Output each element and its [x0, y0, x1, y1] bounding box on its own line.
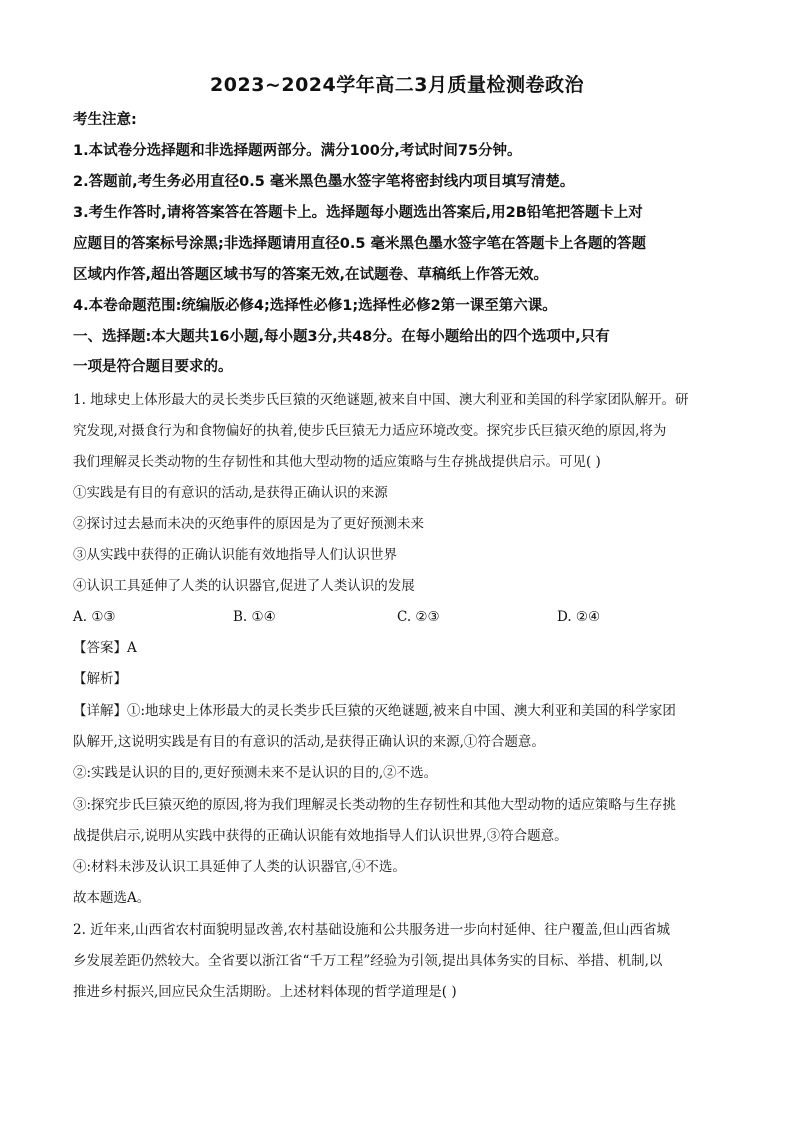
analysis-line: ②:实践是认识的目的,更好预测未来不是认识的目的,②不选。	[73, 765, 438, 781]
answer: 【答案】A	[73, 640, 137, 656]
statement: ④认识工具延伸了人类的认识器官,促进了人类认识的发展	[73, 578, 415, 594]
question-stem: 1. 地球史上体形最大的灵长类步氏巨猿的灭绝谜题,被来自中国、澳大利亚和美国的科学家团队解开。研	[73, 392, 689, 408]
statement: ②探讨过去悬而未决的灭绝事件的原因是为了更好预测未来	[73, 516, 424, 532]
notice-item: 2.答题前,考生务必用直径0.5 毫米黑色墨水签字笔将密封线内项目填写清楚。	[73, 174, 575, 190]
analysis-heading: 【解析】	[73, 671, 127, 687]
analysis-line: 队解开,这说明实践是有目的有意识的活动,是获得正确认识的来源,①符合题意。	[73, 734, 545, 750]
notice-item: 3.考生作答时,请将答案答在答题卡上。选择题每小题选出答案后,用2B铅笔把答题卡上对	[73, 205, 643, 221]
notice-item: 应题目的答案标号涂黑;非选择题请用直径0.5 毫米黑色墨水签字笔在答题卡上各题的答题	[73, 236, 647, 252]
analysis-line: ④:材料未涉及认识工具延伸了人类的认识器官,④不选。	[73, 859, 406, 875]
notice-item: 1.本试卷分选择题和非选择题两部分。满分100分,考试时间75分钟。	[73, 143, 522, 159]
question-stem: 乡发展差距仍然较大。全省要以浙江省“千万工程”经验为引领,提出具体务实的目标、举措、机制,以	[73, 953, 663, 969]
notice-item: 区域内作答,超出答题区域书写的答案无效,在试题卷、草稿纸上作答无效。	[73, 267, 549, 283]
analysis-line: 战提供启示,说明从实践中获得的正确认识能有效地指导人们认识世界,③符合题意。	[73, 828, 568, 844]
option-b: B. ①④	[233, 609, 276, 625]
analysis-line: ③:探究步氏巨猿灭绝的原因,将为我们理解灵长类动物的生存韧性和其他大型动物的适应策略与生存挑	[73, 797, 676, 813]
question-stem: 2. 近年来,山西省农村面貌明显改善,农村基础设施和公共服务进一步向村延伸、往户覆盖,但山西省城	[73, 922, 671, 938]
option-c: C. ②③	[397, 609, 440, 625]
analysis-line: 【详解】①:地球史上体形最大的灵长类步氏巨猿的灭绝谜题,被来自中国、澳大利亚和美国的科学家团	[73, 703, 676, 719]
statement: ①实践是有目的有意识的活动,是获得正确认识的来源	[73, 485, 388, 501]
question-stem: 究发现,对摄食行为和食物偏好的执着,使步氏巨猿无力适应环境改变。探究步氏巨猿灭绝的原因,将为	[73, 423, 667, 439]
question-stem: 推进乡村振兴,回应民众生活期盼。上述材料体现的哲学道理是( )	[73, 984, 457, 1000]
option-a: A. ①③	[73, 609, 116, 625]
statement: ③从实践中获得的正确认识能有效地指导人们认识世界	[73, 547, 397, 563]
section-heading: 一、选择题:本大题共16小题,每小题3分,共48分。在每小题给出的四个选项中,只有	[73, 329, 610, 345]
page-title: 2023~2024学年高二3月质量检测卷政治	[210, 74, 584, 96]
section-heading: 一项是符合题目要求的。	[73, 359, 233, 375]
option-d: D. ②④	[557, 609, 601, 625]
question-stem: 我们理解灵长类动物的生存韧性和其他大型动物的适应策略与生存挑战提供启示。可见( )	[73, 454, 601, 470]
analysis-line: 故本题选A。	[73, 890, 151, 906]
notice-item: 4.本卷命题范围:统编版必修4;选择性必修1;选择性必修2第一课至第六课。	[73, 298, 557, 314]
notice-heading: 考生注意:	[73, 112, 137, 128]
